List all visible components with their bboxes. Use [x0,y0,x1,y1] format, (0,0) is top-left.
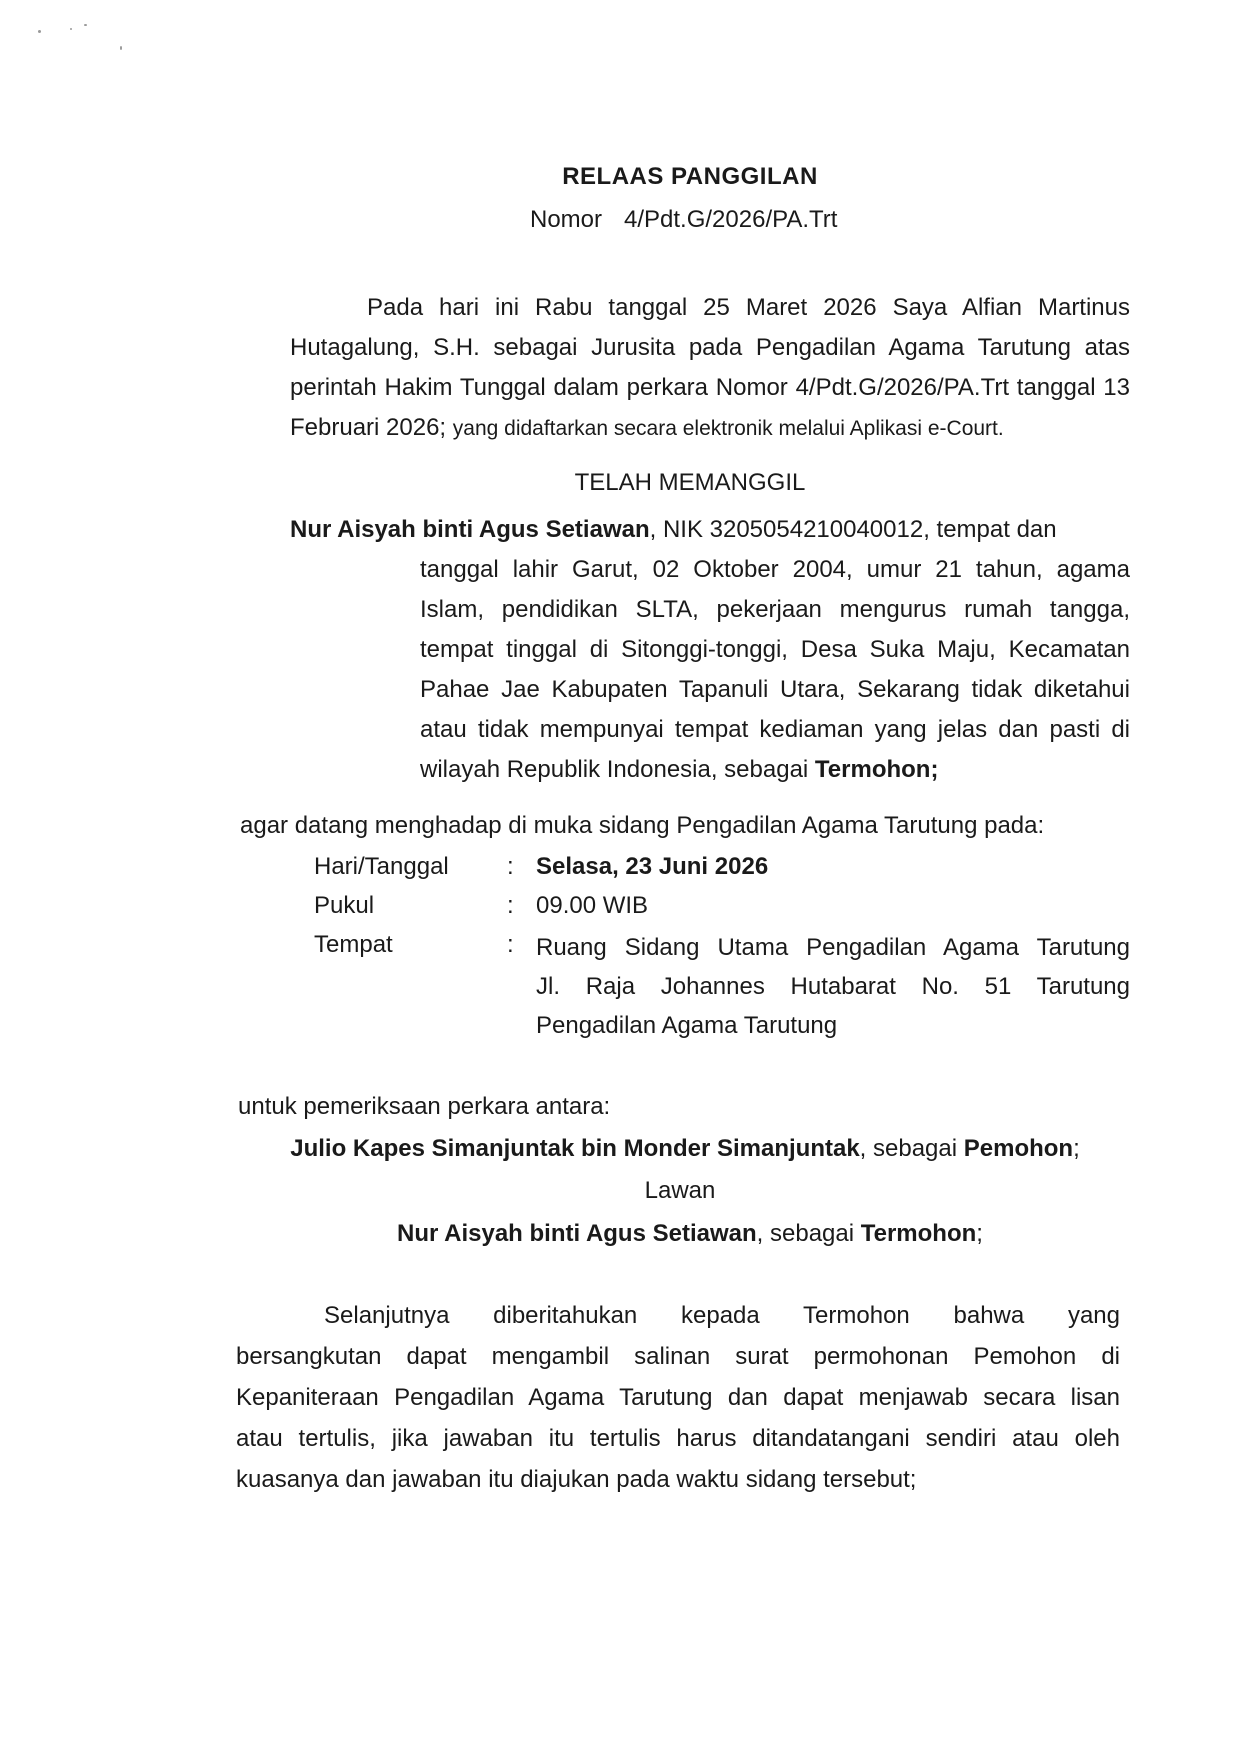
applicant-role: Pemohon [963,1135,1074,1162]
scan-speck [38,30,41,33]
opening-small-text: yang didaftarkan secara elektronik melalui Aplikasi e-Court. [452,417,1004,440]
schedule-day-label: Hari/Tanggal [314,853,449,880]
respondent-party-name: Nur Aisyah binti Agus Setiawan [397,1220,757,1247]
respondent-party-end: ; [976,1220,983,1247]
scan-speck [84,24,87,26]
respondent-details [420,550,1130,790]
scan-speck [120,46,122,50]
versus-label: Lawan [644,1177,716,1204]
respondent-name: Nur Aisyah binti Agus Setiawan [290,516,650,543]
schedule-place-line: Jl. Raja Johannes Hutabarat No. 51 Tarutung [536,973,1130,1000]
closing-line: Kepaniteraan Pengadilan Agama Tarutung dan dapat menjawab secara lisan [236,1384,1120,1411]
respondent-detail-line: tempat tinggal di Sitonggi-tonggi, Desa Suka Maju, Kecamatan [420,636,1130,663]
opening-paragraph [290,288,1130,449]
respondent-role: Termohon; [814,756,939,783]
document-title: RELAAS PANGGILAN [562,163,818,190]
respondent-detail-line: atau tidak mempunyai tempat kediaman yang jelas dan pasti di [420,716,1130,743]
closing-line: kuasanya dan jawaban itu diajukan pada waktu sidang tersebut; [236,1466,917,1493]
respondent-detail-line: Pahae Jae Kabupaten Tapanuli Utara, Sekarang tidak diketahui [420,676,1130,703]
case-intro: untuk pemeriksaan perkara antara: [238,1093,611,1120]
respondent-detail-line: Islam, pendidikan SLTA, pekerjaan mengurus rumah tangga, [420,596,1130,623]
respondent-party-as: , sebagai [756,1220,861,1247]
applicant-as: , sebagai [859,1135,964,1162]
respondent-detail-last-line [420,750,1130,790]
schedule-place-label: Tempat [314,931,393,958]
closing-paragraph [236,1295,1120,1500]
applicant-end: ; [1073,1135,1080,1162]
opening-main-text: Pada hari ini Rabu tanggal 25 Maret 2026 Saya Alfian Martinus Hutagalung, S.H. sebagai Jurusita pada Pengadilan Agama Tarutung atas perintah Hakim Tunggal dalam perkara Nomor 4/Pdt.G/2026/PA.Trt tanggal 13 Februari 2026; [290,294,1130,441]
closing-line: bersangkutan dapat mengambil salinan surat permohonan Pemohon di [236,1343,1120,1370]
applicant-name: Julio Kapes Simanjuntak bin Monder Simanjuntak [290,1135,860,1162]
respondent-first-line [290,510,1130,550]
closing-line: Selanjutnya diberitahukan kepada Termohon bahwa yang [324,1302,1120,1329]
number-value: 4/Pdt.G/2026/PA.Trt [624,206,838,233]
schedule-colon: : [507,892,514,919]
closing-line: atau tertulis, jika jawaban itu tertulis harus ditandatangani sendiri atau oleh [236,1425,1120,1452]
respondent-party-role: Termohon [860,1220,977,1247]
called-heading: TELAH MEMANGGIL [574,469,806,496]
respondent-last-plain: wilayah Republik Indonesia, sebagai [420,756,815,783]
respondent-nik: , NIK 3205054210040012, tempat dan [649,516,1057,543]
schedule-colon: : [507,853,514,880]
schedule-place-line: Pengadilan Agama Tarutung [536,1012,838,1039]
respondent-party-line [0,1220,1240,1248]
number-label: Nomor [530,206,603,233]
schedule-time-value: 09.00 WIB [536,892,649,919]
schedule-colon: : [507,931,514,958]
summons-intro: agar datang menghadap di muka sidang Pengadilan Agama Tarutung pada: [240,812,1045,839]
schedule-place-line: Ruang Sidang Utama Pengadilan Agama Tarutung [536,934,1130,961]
scan-speck [70,28,72,30]
applicant-line [0,1135,1240,1163]
schedule-time-label: Pukul [314,892,375,919]
schedule-day-value: Selasa, 23 Juni 2026 [536,853,769,880]
respondent-detail-line: tanggal lahir Garut, 02 Oktober 2004, umur 21 tahun, agama [420,556,1130,583]
document-number [530,206,837,234]
